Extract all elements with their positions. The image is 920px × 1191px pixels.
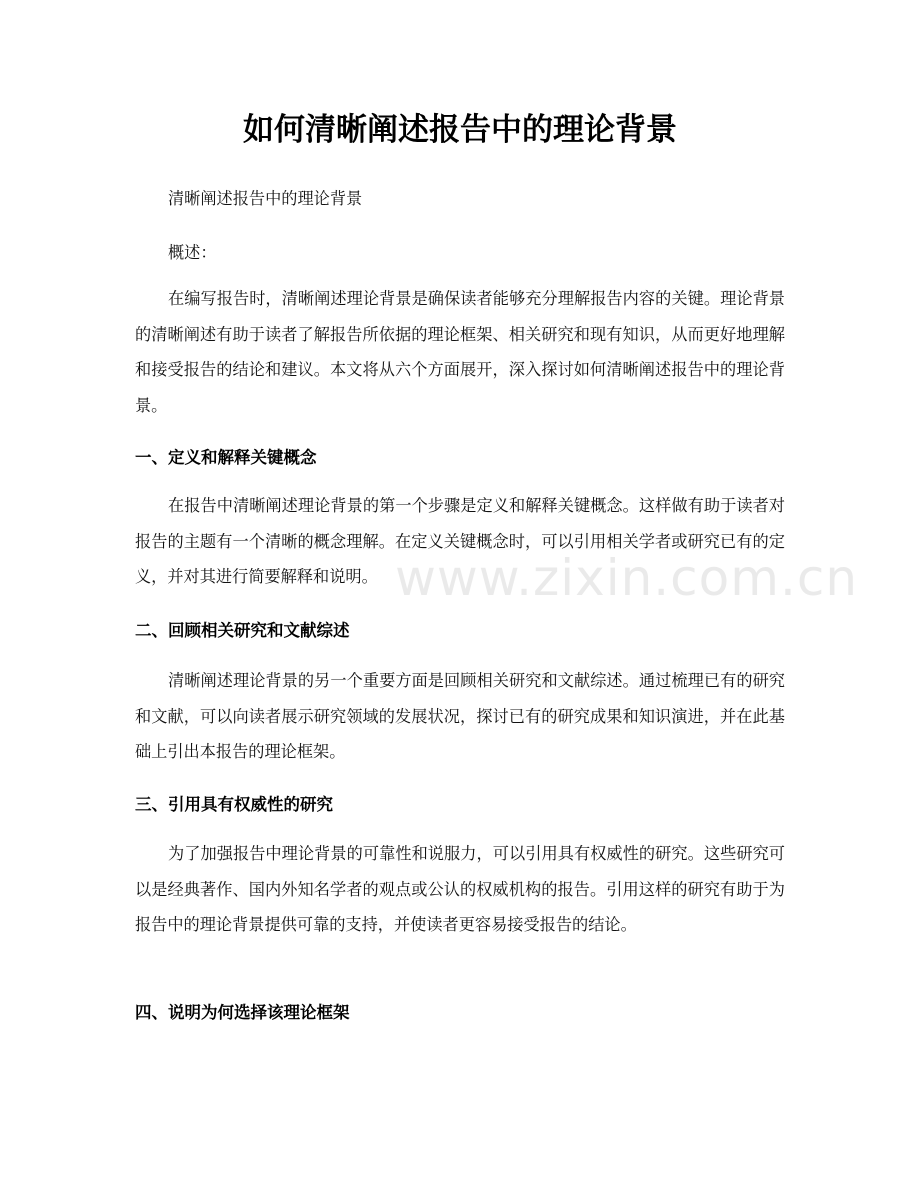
overview-label: 概述： (168, 243, 217, 262)
section-2-heading: 二、回顾相关研究和文献综述 (135, 621, 350, 640)
intro-paragraph: 在编写报告时，清晰阐述理论背景是确保读者能够充分理解报告内容的关键。理论背景的清晰阐述有助于读者了解报告所依据的理论框架、相关研究和现有知识，从而更好地理解和接受报告的结论和建议。本文将从六个方面展开，深入探讨如何清晰阐述报告中的理论背景。 (135, 289, 785, 415)
section-4-heading: 四、说明为何选择该理论框架 (135, 1003, 350, 1022)
subtitle-paragraph: 清晰阐述报告中的理论背景 (168, 189, 363, 208)
watermark: www.zixin.com.cn (395, 549, 859, 607)
section-1-body: 在报告中清晰阐述理论背景的第一个步骤是定义和解释关键概念。这样做有助于读者对报告的主题有一个清晰的概念理解。在定义关键概念时，可以引用相关学者或研究已有的定义，并对其进行简要解释和说明。 (135, 496, 785, 586)
section-2-body: 清晰阐述理论背景的另一个重要方面是回顾相关研究和文献综述。通过梳理已有的研究和文献，可以向读者展示研究领域的发展状况，探讨已有的研究成果和知识演进，并在此基础上引出本报告的理论框架。 (135, 671, 785, 761)
section-3-body: 为了加强报告中理论背景的可靠性和说服力，可以引用具有权威性的研究。这些研究可以是经典著作、国内外知名学者的观点或公认的权威机构的报告。引用这样的研究有助于为报告中的理论背景提供可靠的支持，并使读者更容易接受报告的结论。 (135, 844, 785, 934)
document-title: 如何清晰阐述报告中的理论背景 (243, 112, 677, 148)
section-3-heading: 三、引用具有权威性的研究 (135, 795, 333, 814)
section-1-heading: 一、定义和解释关键概念 (135, 448, 317, 467)
